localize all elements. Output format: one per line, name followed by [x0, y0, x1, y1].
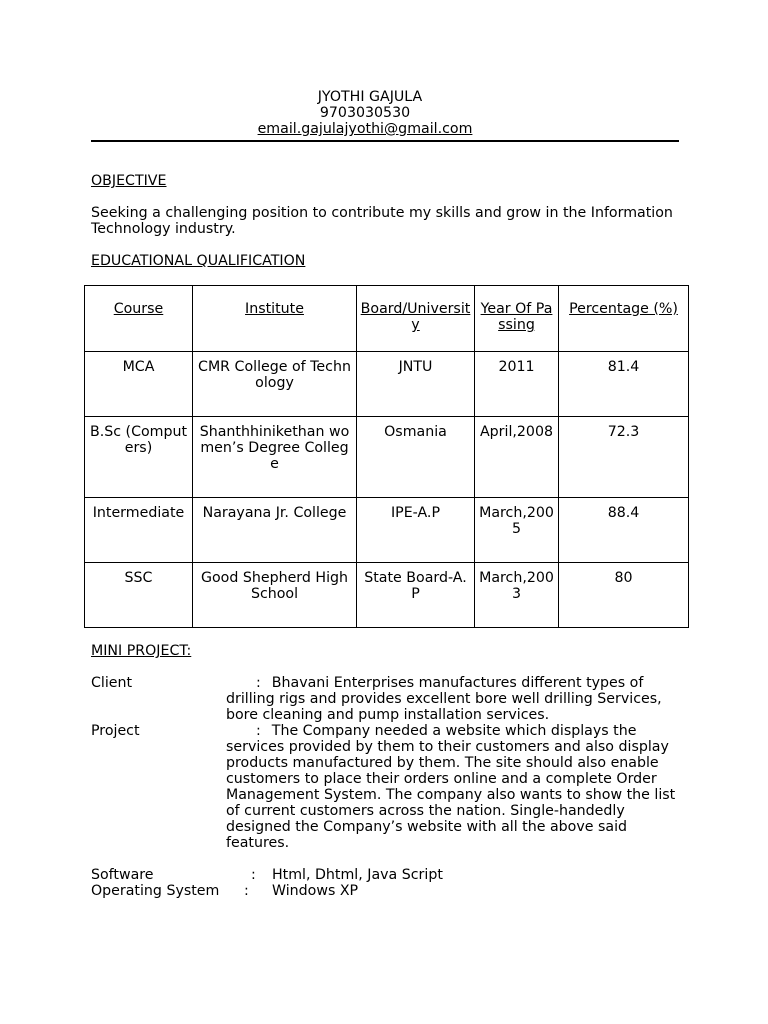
course-cell: MCA	[85, 352, 193, 417]
column-header-institute: Institute	[193, 286, 357, 352]
os-label: Operating System	[91, 883, 220, 899]
institute-cell: Narayana Jr. College	[193, 498, 357, 563]
client-description	[226, 675, 686, 723]
candidate-name: JYOTHI GAJULA	[317, 89, 423, 105]
project-description	[226, 723, 686, 851]
column-header-board: Board/University	[357, 286, 475, 352]
institute-cell: Shanthhinikethan women’s Degree College	[193, 417, 357, 498]
email-address: email.gajulajyothi@gmail.com	[257, 121, 473, 137]
percentage-cell: 81.4	[559, 352, 689, 417]
table-row	[85, 352, 689, 417]
board-cell: IPE-A.P	[357, 498, 475, 563]
client-label: Client	[91, 675, 133, 691]
os-separator: :	[244, 883, 249, 899]
software-label: Software	[91, 867, 154, 883]
mini-project-heading: MINI PROJECT:	[91, 643, 192, 659]
year-cell: March,2003	[475, 563, 559, 628]
objective-heading: OBJECTIVE	[91, 173, 167, 189]
education-heading: EDUCATIONAL QUALIFICATION	[91, 253, 306, 269]
table-row	[85, 417, 689, 498]
institute-cell: Good Shepherd High School	[193, 563, 357, 628]
board-cell: JNTU	[357, 352, 475, 417]
project-text: The Company needed a website which displays the services provided by them to their customers and also display products manufactured by them. The site should also enable customers to place their orders online and a complete Order Management System. The company also wants to show the list of current customers across the nation. Single-handedly designed the Company’s website with all the above said features.	[226, 723, 676, 851]
board-cell: Osmania	[357, 417, 475, 498]
percentage-cell: 80	[559, 563, 689, 628]
year-cell: 2011	[475, 352, 559, 417]
education-table	[84, 285, 689, 628]
year-cell: April,2008	[475, 417, 559, 498]
header-divider	[91, 140, 679, 142]
course-cell: Intermediate	[85, 498, 193, 563]
institute-cell: CMR College of Technology	[193, 352, 357, 417]
software-value: Html, Dhtml, Java Script	[272, 867, 443, 883]
phone-number: 9703030530	[319, 105, 411, 121]
column-header-percentage: Percentage (%)	[559, 286, 689, 352]
project-label: Project	[91, 723, 140, 739]
table-header-row	[85, 286, 689, 352]
column-header-course: Course	[85, 286, 193, 352]
client-separator: :	[256, 675, 261, 691]
software-separator: :	[251, 867, 256, 883]
client-text: Bhavani Enterprises manufactures different types of drilling rigs and provides excellent bore well drilling Services, bore cleaning and pump installation services.	[226, 675, 662, 723]
percentage-cell: 88.4	[559, 498, 689, 563]
table-row	[85, 563, 689, 628]
course-cell: B.Sc (Computers)	[85, 417, 193, 498]
objective-text: Seeking a challenging position to contribute my skills and grow in the Information Technology industry.	[91, 205, 673, 237]
percentage-cell: 72.3	[559, 417, 689, 498]
board-cell: State Board-A.P	[357, 563, 475, 628]
project-separator: :	[256, 723, 261, 739]
os-value: Windows XP	[272, 883, 359, 899]
table-row	[85, 498, 689, 563]
course-cell: SSC	[85, 563, 193, 628]
year-cell: March,2005	[475, 498, 559, 563]
column-header-year: Year Of Passing	[475, 286, 559, 352]
